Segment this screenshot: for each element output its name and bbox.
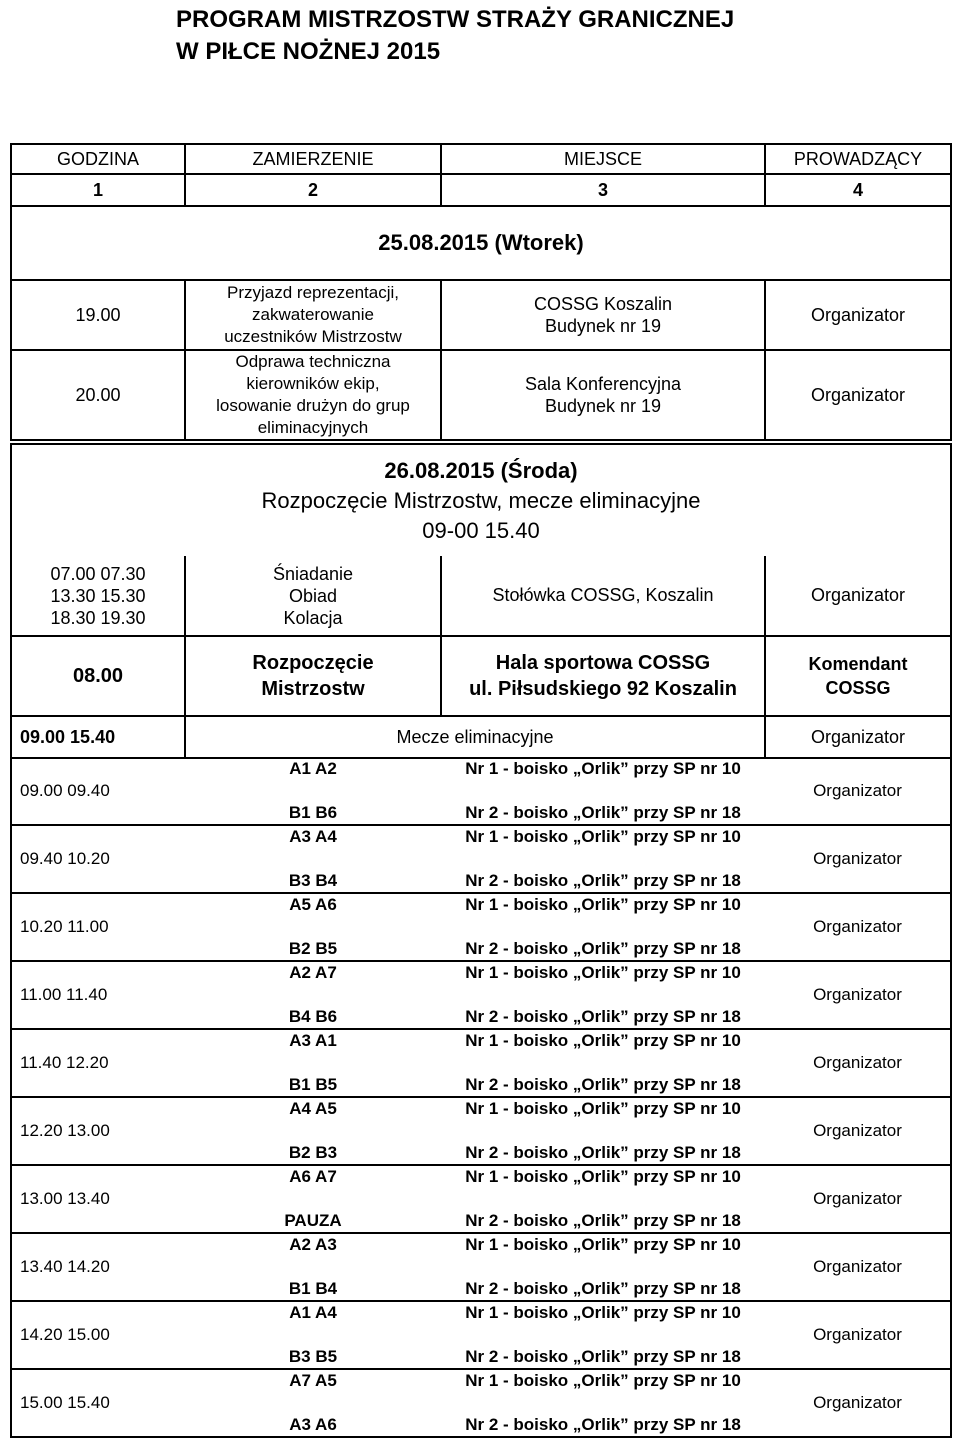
matches-time: 09.00 15.40 [11,716,185,758]
schedule-row [11,1029,951,1097]
matches-desc: Mecze eliminacyjne [185,716,765,758]
column-number-3: 3 [441,174,765,206]
schedule-time: 13.00 13.40 [11,1165,185,1233]
schedule-lead: Organizator [765,1301,951,1369]
page-title [176,4,876,68]
schedule-row [11,893,951,961]
schedule-matches: A2 A7 B4 B6 [185,961,441,1029]
title-line-2: W PIŁCE NOŻNEJ 2015 [176,38,441,65]
header-prowadzacy: PROWADZĄCY [765,144,951,174]
schedule-pitches: Nr 1 - boisko „Orlik” przy SP nr 10 Nr 2 - boisko „Orlik” przy SP nr 18 [441,961,765,1029]
schedule-row [11,758,951,826]
schedule-lead: Organizator [765,758,951,826]
schedule-matches: A2 A3 B1 B4 [185,1233,441,1301]
day1-row1-time: 19.00 [11,280,185,350]
column-number-1: 1 [11,174,185,206]
schedule-time: 09.40 10.20 [11,825,185,893]
schedule-matches: A3 A4 B3 B4 [185,825,441,893]
meal-names: Śniadanie Obiad Kolacja [185,556,441,636]
schedule-lead: Organizator [765,1029,951,1097]
schedule-pitches: Nr 1 - boisko „Orlik” przy SP nr 10 Nr 2 - boisko „Orlik” przy SP nr 18 [441,1233,765,1301]
schedule-lead: Organizator [765,893,951,961]
schedule-lead: Organizator [765,1097,951,1165]
opening-desc: Rozpoczęcie Mistrzostw [185,636,441,716]
schedule-pitches: Nr 1 - boisko „Orlik” przy SP nr 10 Nr 2 - boisko „Orlik” przy SP nr 18 [441,1097,765,1165]
schedule-matches: A3 A1 B1 B5 [185,1029,441,1097]
column-number-4: 4 [765,174,951,206]
schedule-matches: A7 A5 A3 A6 [185,1369,441,1437]
schedule-row [11,1097,951,1165]
schedule-row [11,1369,951,1437]
title-line-1: PROGRAM MISTRZOSTW STRAŻY GRANICZNEJ [176,6,735,33]
day1-row2-lead: Organizator [765,350,951,440]
column-number-2: 2 [185,174,441,206]
schedule-time: 11.40 12.20 [11,1029,185,1097]
header-miejsce: MIEJSCE [441,144,765,174]
program-table-day2 [10,443,952,759]
day2-date: 26.08.2015 (Środa) [384,457,578,483]
schedule-lead: Organizator [765,1369,951,1437]
day2-header [11,444,951,556]
day1-row1-desc: Przyjazd reprezentacji, zakwaterowanie uczestników Mistrzostw [185,280,441,350]
schedule-time: 13.40 14.20 [11,1233,185,1301]
schedule-pitches: Nr 1 - boisko „Orlik” przy SP nr 10 Nr 2 - boisko „Orlik” przy SP nr 18 [441,825,765,893]
schedule-matches: A1 A2 B1 B6 [185,758,441,826]
day1-row2-desc: Odprawa techniczna kierowników ekip, losowanie drużyn do grup eliminacyjnych [185,350,441,440]
opening-time: 08.00 [11,636,185,716]
schedule-lead: Organizator [765,1165,951,1233]
schedule-pitches: Nr 1 - boisko „Orlik” przy SP nr 10 Nr 2 - boisko „Orlik” przy SP nr 18 [441,1369,765,1437]
schedule-pitches: Nr 1 - boisko „Orlik” przy SP nr 10 Nr 2 - boisko „Orlik” przy SP nr 18 [441,1165,765,1233]
schedule-row [11,825,951,893]
schedule-row [11,1301,951,1369]
schedule-time: 10.20 11.00 [11,893,185,961]
schedule-time: 14.20 15.00 [11,1301,185,1369]
schedule-matches: A6 A7 PAUZA [185,1165,441,1233]
meal-times: 07.00 07.30 13.30 15.30 18.30 19.30 [11,556,185,636]
header-godzina: GODZINA [11,144,185,174]
schedule-pitches: Nr 1 - boisko „Orlik” przy SP nr 10 Nr 2 - boisko „Orlik” przy SP nr 18 [441,758,765,826]
day1-row1-place: COSSG Koszalin Budynek nr 19 [441,280,765,350]
opening-place: Hala sportowa COSSG ul. Piłsudskiego 92 Koszalin [441,636,765,716]
header-zamierzenie: ZAMIERZENIE [185,144,441,174]
schedule-pitches: Nr 1 - boisko „Orlik” przy SP nr 10 Nr 2 - boisko „Orlik” przy SP nr 18 [441,1029,765,1097]
schedule-lead: Organizator [765,1233,951,1301]
schedule-row [11,1233,951,1301]
schedule-row [11,1165,951,1233]
schedule-matches: A1 A4 B3 B5 [185,1301,441,1369]
schedule-row [11,961,951,1029]
schedule-matches: A4 A5 B2 B3 [185,1097,441,1165]
match-schedule [10,757,952,1438]
schedule-pitches: Nr 1 - boisko „Orlik” przy SP nr 10 Nr 2 - boisko „Orlik” przy SP nr 18 [441,1301,765,1369]
matches-lead: Organizator [765,716,951,758]
program-table-day1 [10,143,952,441]
schedule-lead: Organizator [765,825,951,893]
day1-date: 25.08.2015 (Wtorek) [11,206,951,280]
schedule-time: 12.20 13.00 [11,1097,185,1165]
meal-lead: Organizator [765,556,951,636]
schedule-time: 11.00 11.40 [11,961,185,1029]
schedule-time: 09.00 09.40 [11,758,185,826]
day1-row1-lead: Organizator [765,280,951,350]
day2-subtitle: Rozpoczęcie Mistrzostw, mecze eliminacyjne [261,487,701,513]
meal-place: Stołówka COSSG, Koszalin [441,556,765,636]
day1-row2-time: 20.00 [11,350,185,440]
day2-hours: 09-00 15.40 [422,517,540,543]
schedule-lead: Organizator [765,961,951,1029]
schedule-pitches: Nr 1 - boisko „Orlik” przy SP nr 10 Nr 2 - boisko „Orlik” przy SP nr 18 [441,893,765,961]
schedule-matches: A5 A6 B2 B5 [185,893,441,961]
opening-lead: Komendant COSSG [765,636,951,716]
schedule-time: 15.00 15.40 [11,1369,185,1437]
day1-row2-place: Sala Konferencyjna Budynek nr 19 [441,350,765,440]
